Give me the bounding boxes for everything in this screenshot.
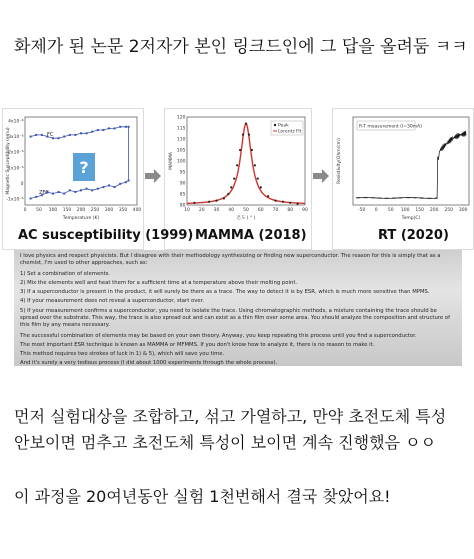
ac-point-zfc: [91, 189, 93, 191]
ac-point-fc: [41, 134, 43, 136]
ac-point-zfc: [125, 181, 127, 183]
caption-rt: RT (2020): [378, 228, 449, 243]
body-line-1: 먼저 실험대상을 조합하고, 섞고 가열하고, 만약 초전도체 특성: [14, 407, 447, 426]
mamma-peak-point: [257, 178, 259, 180]
ac-point-zfc: [52, 193, 54, 195]
mamma-peak-point: [208, 201, 210, 203]
mamma-peak-point: [193, 202, 195, 204]
ac-point-zfc: [114, 186, 116, 188]
ac-point-zfc: [80, 189, 82, 191]
mamma-y-tick: 100: [176, 159, 186, 165]
mamma-peak-point: [227, 193, 229, 195]
zfc-label: ZFC: [39, 190, 49, 196]
ac-point-fc: [80, 132, 82, 134]
ac-y-tick: 1x10⁻⁶: [8, 166, 24, 172]
mamma-y-tick: 95: [179, 170, 186, 176]
mamma-peak-point: [233, 178, 235, 180]
quote-step-1: 1) Set a combination of elements.: [20, 271, 111, 278]
quote-step-3: 3) If a superconductor is present in the product, it will surely be there as a trace. The way to detect it is by ESR, which is much more sensitive than MPMS.: [20, 289, 430, 296]
question-mark: ?: [79, 158, 89, 177]
ac-point-zfc: [30, 197, 32, 199]
ac-y-tick: 2x10⁻⁶: [8, 150, 24, 156]
ac-point-zfc: [74, 191, 76, 193]
mamma-xlabel: 온도 ( ° ): [236, 216, 256, 221]
mamma-peak-point: [267, 195, 269, 197]
mamma-chart: [165, 109, 311, 227]
ac-susceptibility-chart: [3, 109, 143, 227]
fc-label: FC: [47, 132, 54, 138]
headline: 화제가 된 논문 2저자가 본인 링크드인에 그 답을 올려둠 ㅋㅋ: [14, 37, 468, 57]
ac-point-fc: [114, 127, 116, 129]
body-line-2: 안보이면 멈추고 초전도체 특성이 보이면 계속 진행했음 ㅇㅇ: [14, 433, 437, 452]
rt-x-tick: 200: [429, 208, 439, 213]
mamma-x-tick: 40: [228, 208, 235, 213]
ac-x-tick: 350: [118, 208, 128, 213]
mamma-x-tick: 60: [257, 208, 264, 213]
body-line-3: 이 과정을 20여년동안 실험 1천번해서 결국 찾았어요!: [14, 487, 391, 506]
mamma-x-tick: 20: [198, 208, 205, 213]
rt-ylabel: Resistivity(Ohm/cm): [337, 138, 342, 184]
rt-series-line: [356, 131, 466, 199]
ac-y-tick: 0: [20, 181, 24, 187]
mamma-x-tick: 50: [243, 208, 249, 213]
mamma-y-tick: 110: [176, 137, 186, 143]
mamma-peak-point: [297, 203, 299, 205]
mamma-y-tick: 115: [176, 126, 186, 132]
mamma-peak-point: [282, 201, 284, 203]
mamma-peak-point: [223, 197, 225, 199]
mamma-y-tick: 80: [179, 203, 186, 209]
mamma-peak-point: [230, 186, 232, 188]
mamma-peak-point: [245, 123, 247, 125]
rt-x-tick: -50: [358, 208, 366, 213]
mamma-x-tick: 30: [213, 208, 220, 213]
ac-point-zfc: [35, 196, 37, 198]
rt-x-tick: 0: [374, 208, 378, 213]
mamma-y-tick: 85: [179, 192, 186, 198]
ac-point-fc: [86, 132, 88, 134]
rt-x-tick: 150: [415, 208, 424, 213]
mamma-y-tick: 120: [176, 115, 186, 121]
legend-fit-label: Lorentz Fit: [278, 129, 302, 135]
ac-point-fc: [58, 137, 60, 139]
mamma-peak-point: [236, 164, 238, 166]
ac-point-zfc: [63, 193, 65, 195]
ac-point-zfc: [69, 189, 71, 191]
legend-peak-marker: [274, 124, 276, 126]
quote-intro: I love physics and respect physicists. But I disagree with their methodology synthesizing or finding new superconductor. The reason for this is simply that as a chemist, I'm used to other approaches, such as:: [20, 253, 441, 267]
mamma-peak-point: [239, 149, 241, 151]
caption-mamma: MAMMA (2018): [195, 228, 307, 243]
ac-point-zfc: [58, 191, 60, 193]
ac-point-fc: [97, 129, 99, 131]
ac-x-tick: 250: [90, 208, 100, 213]
ac-y-tick: 4x10⁻⁶: [8, 119, 24, 125]
ac-point-fc: [30, 136, 32, 138]
quote-step-2: 2) Mix the elements well and heat them for a sufficient time at a temperature above their melting point.: [20, 280, 298, 287]
mamma-x-tick: 70: [272, 208, 279, 213]
mamma-ylabel: MAMMA: [169, 152, 174, 170]
rt-legend-label: R-T measurement (I=30mA): [359, 124, 422, 130]
ac-point-zfc: [97, 188, 99, 190]
mamma-x-tick: 80: [287, 208, 294, 213]
mamma-peak-point: [251, 149, 253, 151]
ac-point-zfc: [119, 183, 121, 185]
ac-y-tick: 3x10⁻⁶: [8, 135, 24, 141]
rt-x-tick: 100: [400, 208, 410, 213]
quote-outro-4: And it's surely a very tedious process (I did about 1000 experiments through the whole process).: [20, 360, 278, 366]
ac-x-tick: 100: [48, 208, 58, 213]
rt-x-tick: 250: [444, 208, 453, 213]
ac-x-tick: 0: [23, 208, 27, 213]
ac-point-fc: [119, 126, 121, 128]
mamma-peak-point: [260, 186, 262, 188]
quote-step-4: 4) If your measurement does not reveal a superconductor, start over.: [20, 298, 205, 305]
ac-point-fc: [74, 134, 76, 136]
quote-outro-2: The most important ESR technique is known as MAMMA or MFMMS. If you don't know how to analyze it, there is no reason to make it.: [20, 341, 375, 348]
rt-x-tick: 50: [387, 208, 394, 213]
ac-point-fc: [91, 131, 93, 133]
ac-point-fc: [108, 127, 110, 129]
ac-y-tick: -1x10⁻⁶: [6, 197, 24, 203]
ac-point-fc: [102, 129, 104, 131]
mamma-peak-point: [289, 202, 291, 204]
quote-outro-3: This method requires two strokes of luck in 1) & 5), which will save you time.: [20, 351, 225, 358]
ac-point-zfc: [86, 188, 88, 190]
mamma-y-tick: 105: [176, 148, 186, 154]
mamma-y-tick: 90: [179, 181, 186, 187]
ac-x-tick: 300: [104, 208, 114, 213]
ac-x-tick: 150: [62, 208, 72, 213]
ac-x-tick: 400: [132, 208, 142, 213]
ac-point-fc: [125, 126, 127, 128]
quote-step-5: 5) If your measurement confirms a superconductor, you need to isolate the trace. Using chromatographic methods, a mixture containing the trace should be spread over the substrate. This way, the trace is also spread out and can exist as a thin film over some area. You should analyze the composition and structure of this film by any means necessary.: [20, 307, 450, 328]
mamma-peak-point: [242, 134, 244, 136]
mamma-peak-point: [254, 164, 256, 166]
legend-peak-label: Peak: [278, 123, 289, 129]
linkedin-quote: [14, 250, 462, 366]
arrow-right-icon-1: [145, 168, 161, 187]
rt-chart: [333, 109, 473, 227]
rt-xlabel: Temp(C): [401, 216, 421, 221]
ac-ylabel: Magnetic Susceptibility (emu): [6, 127, 11, 195]
mamma-x-tick: 90: [302, 208, 308, 213]
ac-x-tick: 200: [76, 208, 86, 213]
ac-x-tick: 50: [36, 208, 42, 213]
mamma-x-tick: 10: [184, 208, 190, 213]
ac-xlabel: Temperature (K): [62, 216, 100, 221]
ac-point-fc: [69, 134, 71, 136]
caption-ac: AC susceptibility (1999): [18, 228, 194, 243]
ac-point-fc: [35, 134, 37, 136]
quote-outro-1: The successful combination of elements may be based on your own theory. Anyway, you keep repeating this process until you find a superconductor.: [20, 332, 417, 339]
mamma-peak-point: [248, 134, 250, 136]
ac-point-zfc: [108, 184, 110, 186]
ac-point-zfc: [102, 186, 104, 188]
rt-x-tick: 300: [458, 208, 468, 213]
ac-point-fc: [63, 136, 65, 138]
mamma-peak-point: [215, 200, 217, 202]
lorentz-fit-line: [187, 124, 305, 204]
mamma-peak-point: [274, 200, 276, 202]
arrow-right-icon-2: [313, 168, 329, 187]
